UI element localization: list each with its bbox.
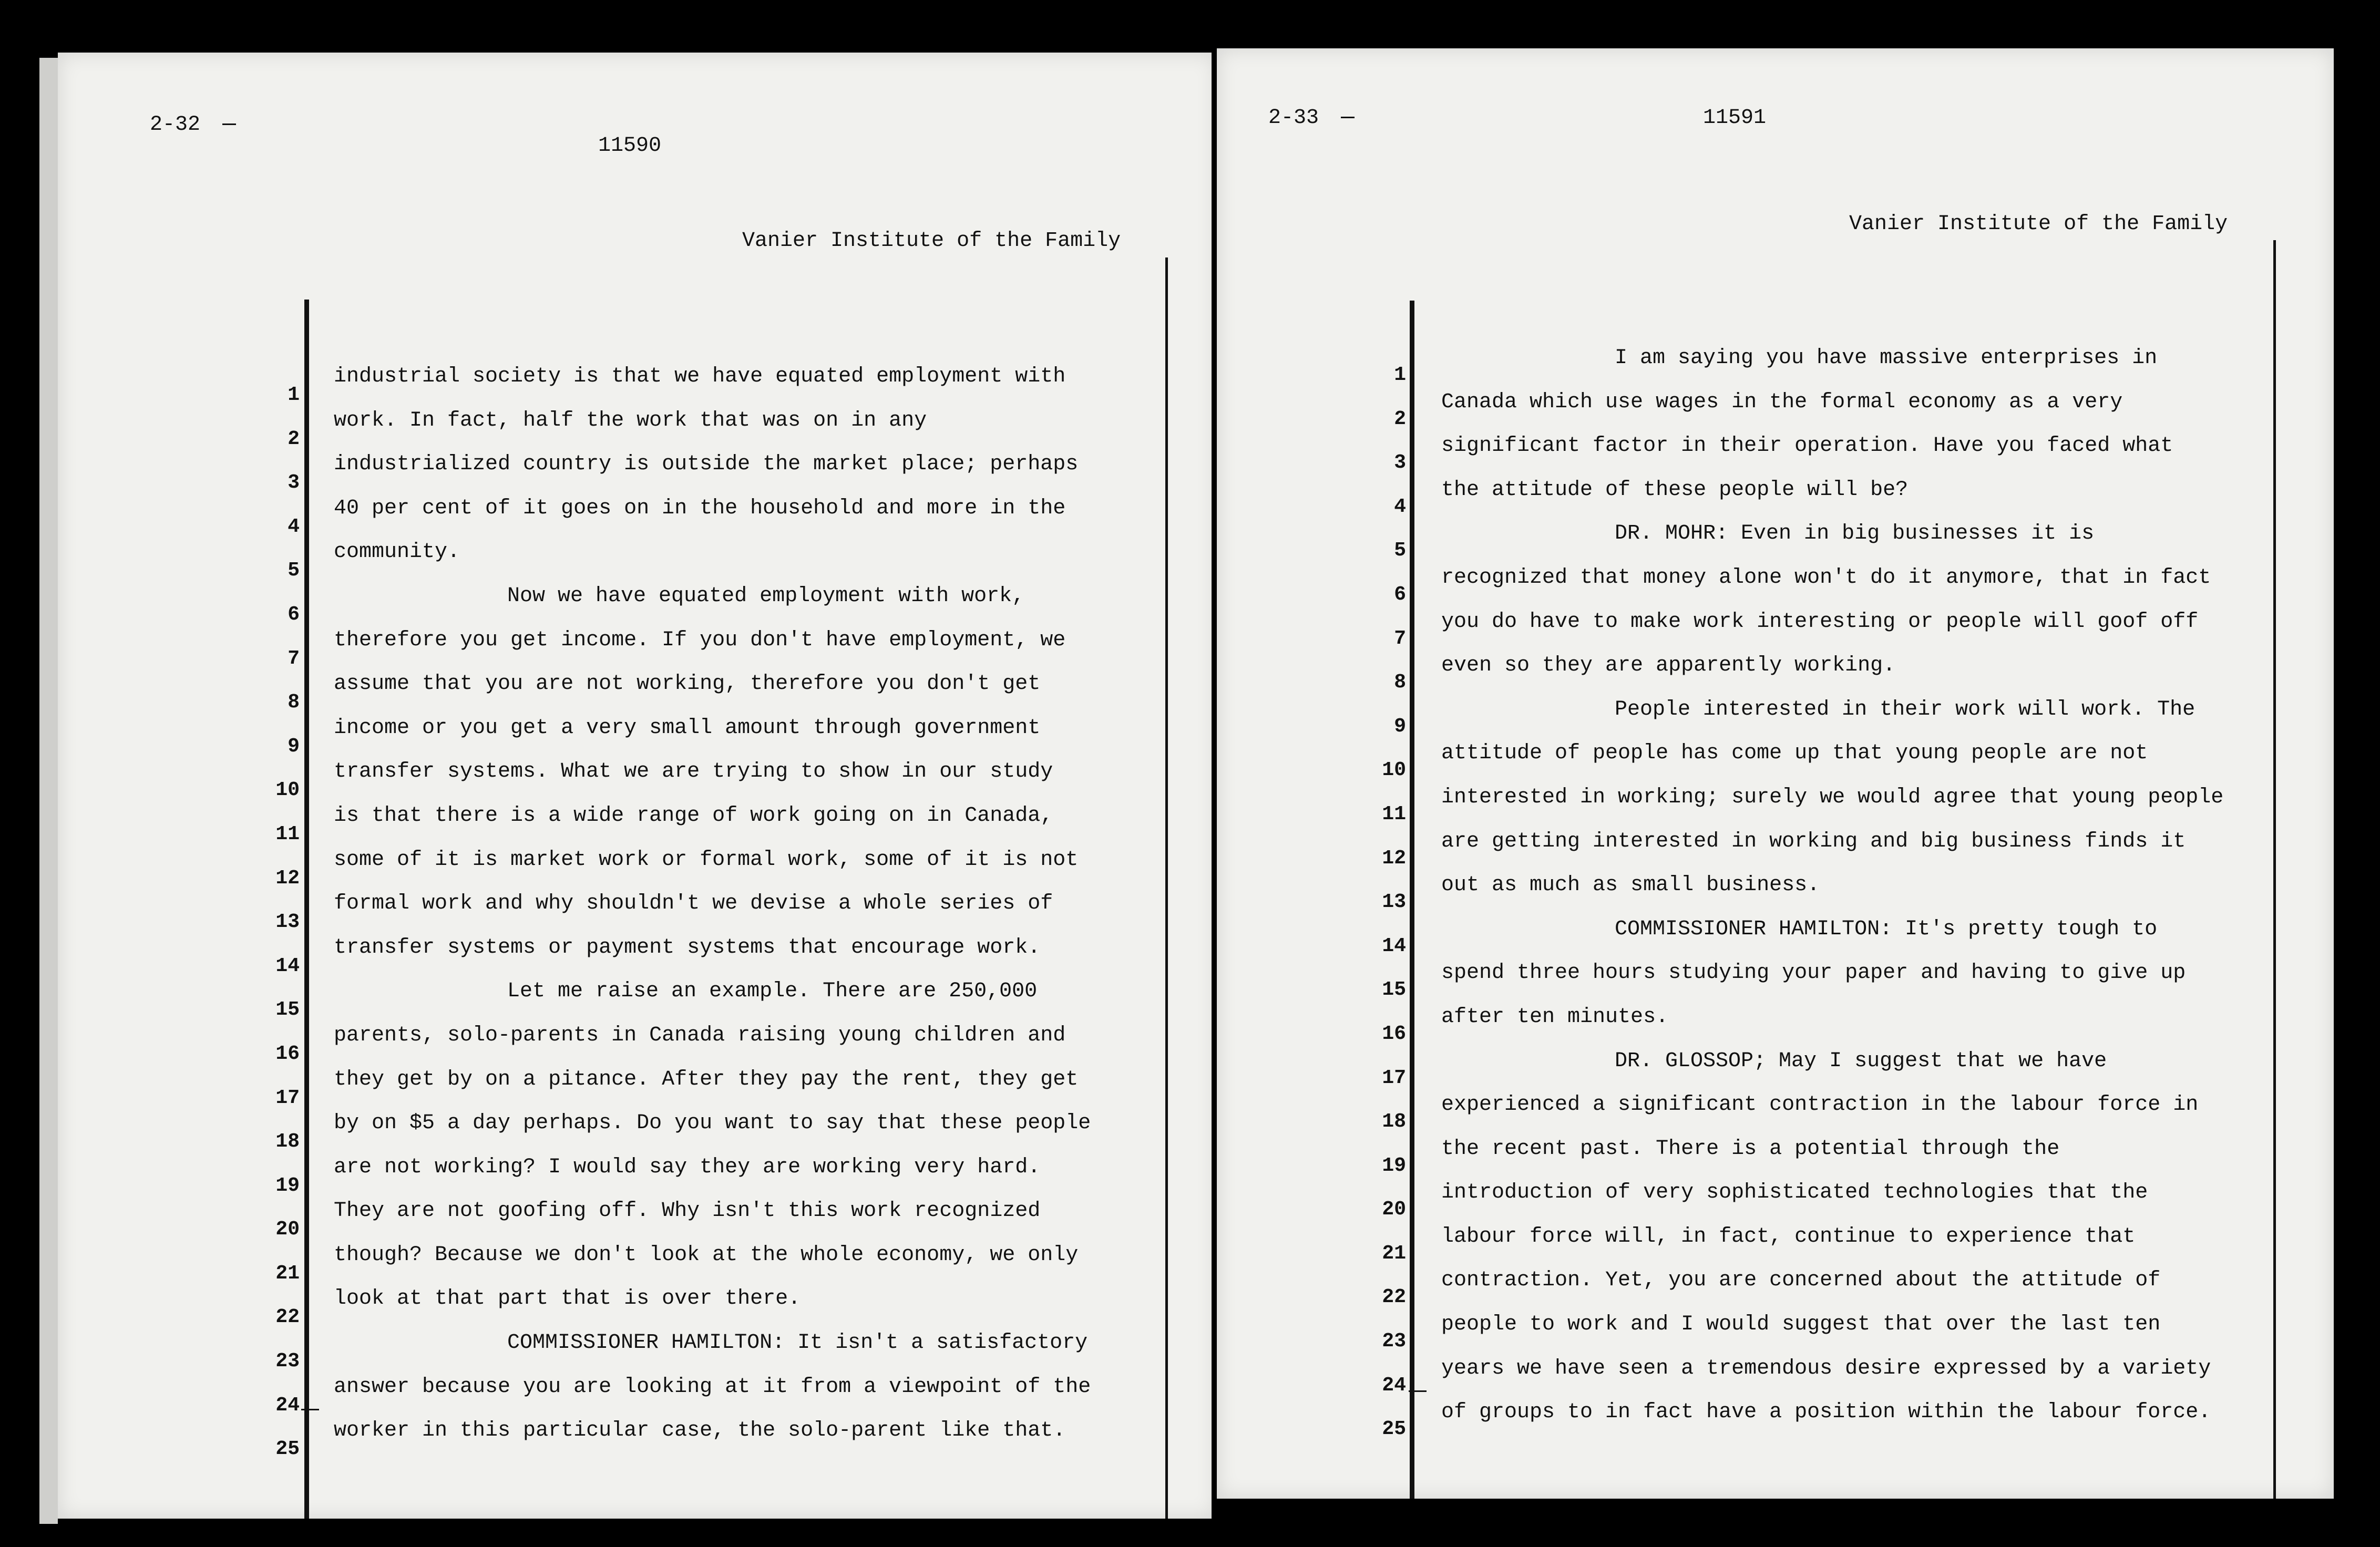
- text-line: introduction of very sophisticated technologies that the: [1441, 1181, 2148, 1205]
- line-number: 2: [288, 427, 300, 450]
- page-id-text: 2-32: [150, 113, 201, 137]
- line-number: 24: [275, 1394, 300, 1417]
- text-line: out as much as small business.: [1441, 873, 1820, 898]
- line-number: 13: [1382, 891, 1406, 914]
- page-number: 11590: [598, 134, 662, 158]
- left-page: [58, 53, 1217, 1519]
- text-line: attitude of people has come up that young people are not: [1441, 741, 2148, 766]
- line-number: 17: [1382, 1066, 1406, 1089]
- text-line: after ten minutes.: [1441, 1005, 1669, 1029]
- line-number: 6: [1394, 583, 1406, 606]
- line-number: 15: [1382, 978, 1406, 1002]
- text-line: contraction. Yet, you are concerned about the attitude of: [1441, 1268, 2161, 1293]
- line-number: 14: [1382, 934, 1406, 957]
- margin-rule: [1410, 301, 1414, 1499]
- text-line: they get by on a pitance. After they pay the rent, they get: [334, 1067, 1079, 1091]
- text-line: some of it is market work or formal work, some of it is not: [334, 848, 1079, 872]
- line-number: 22: [1382, 1286, 1406, 1309]
- line-number: 14: [275, 954, 300, 977]
- running-header: Vanier Institute of the Family: [1849, 212, 2228, 236]
- line-number: 4: [1394, 495, 1406, 518]
- line-number: 18: [1382, 1110, 1406, 1133]
- line-number: 8: [1394, 671, 1406, 694]
- line-number: 5: [1394, 539, 1406, 562]
- text-line: They are not goofing off. Why isn't this work recognized: [334, 1199, 1041, 1223]
- text-line: Now we have equated employment with work,: [507, 584, 1025, 608]
- text-line: by on $5 a day perhaps. Do you want to say that these people: [334, 1111, 1091, 1136]
- text-line: parents, solo-parents in Canada raising young children and: [334, 1023, 1066, 1047]
- text-line: assume that you are not working, therefore you don't get: [334, 672, 1041, 696]
- text-line: work. In fact, half the work that was on in any: [334, 408, 927, 432]
- line-number: 24: [1382, 1374, 1406, 1397]
- text-line: years we have seen a tremendous desire expressed by a variety: [1441, 1356, 2211, 1380]
- text-line: the attitude of these people will be?: [1441, 478, 1909, 502]
- running-header: Vanier Institute of the Family: [742, 229, 1121, 253]
- text-line: COMMISSIONER HAMILTON: It's pretty tough to: [1615, 917, 2158, 941]
- line-number: 16: [1382, 1022, 1406, 1045]
- text-line: the recent past. There is a potential through the: [1441, 1137, 2060, 1161]
- text-line: experienced a significant contraction in the labour force in: [1441, 1093, 2199, 1117]
- line-number: 11: [1382, 802, 1406, 826]
- text-line: formal work and why shouldn't we devise a whole series of: [334, 892, 1053, 916]
- page-number: 11591: [1703, 106, 1767, 130]
- text-line: income or you get a very small amount through government: [334, 716, 1041, 740]
- line-number: 10: [1382, 759, 1406, 782]
- text-line: [1441, 1390, 2324, 1435]
- line-number: 20: [1382, 1198, 1406, 1221]
- line-number: 11: [275, 822, 300, 845]
- transcript-body: [1441, 336, 2324, 1435]
- text-line: industrial society is that we have equated employment with: [334, 365, 1066, 388]
- text-line: DR. MOHR: Even in big businesses it is: [1615, 522, 2095, 546]
- line-number: 5: [288, 559, 300, 582]
- page-edge: [39, 58, 58, 1524]
- line-tick: [301, 1409, 319, 1410]
- text-line: spend three hours studying your paper and having to give up: [1441, 961, 2186, 985]
- line-number: 1: [1394, 364, 1406, 386]
- line-number: 9: [288, 735, 300, 758]
- line-number: 2: [1394, 407, 1406, 430]
- line-number: 23: [1382, 1330, 1406, 1353]
- line-number: 18: [275, 1130, 300, 1153]
- text-line: are not working? I would say they are working very hard.: [334, 1155, 1041, 1179]
- text-line: significant factor in their operation. Have you faced what: [1441, 434, 2173, 458]
- text-line: are getting interested in working and big business finds it: [1441, 829, 2186, 853]
- page-id: [150, 113, 236, 137]
- transcript-body: [334, 355, 1217, 1453]
- line-number: 17: [275, 1086, 300, 1109]
- text-line: 40 per cent of it goes on in the household and more in the: [334, 496, 1066, 520]
- line-number: 12: [1382, 847, 1406, 870]
- text-line: even so they are apparently working.: [1441, 654, 1896, 678]
- text-line: community.: [334, 540, 460, 564]
- line-number: 16: [275, 1042, 300, 1065]
- text-line: I am saying you have massive enterprises in: [1615, 346, 2158, 370]
- line-number: 19: [1382, 1154, 1406, 1177]
- text-line: is that there is a wide range of work going on in Canada,: [334, 803, 1053, 828]
- line-number: 8: [288, 691, 300, 714]
- text-line: Canada which use wages in the formal economy as a very: [1441, 390, 2123, 414]
- line-number: 21: [275, 1262, 300, 1285]
- text-line: you do have to make work interesting or people will goof off: [1441, 610, 2199, 634]
- text-line: transfer systems or payment systems that encourage work.: [334, 935, 1041, 960]
- text-line: though? Because we don't look at the whole economy, we only: [334, 1243, 1079, 1267]
- line-number: 6: [288, 603, 300, 626]
- text-line: DR. GLOSSOP; May I suggest that we have: [1615, 1049, 2107, 1073]
- text-line: therefore you get income. If you don't have employment, we: [334, 628, 1066, 652]
- text-line-content: of groups to in fact have a position within the labour force.: [1441, 1400, 2211, 1425]
- line-number: 15: [275, 998, 300, 1022]
- text-line: transfer systems. What we are trying to show in our study: [334, 760, 1053, 784]
- text-line-content: worker in this particular case, the solo-parent like that.: [334, 1419, 1066, 1443]
- line-number: 7: [1394, 627, 1406, 650]
- text-line: labour force will, in fact, continue to experience that: [1441, 1224, 2136, 1249]
- text-line: COMMISSIONER HAMILTON: It isn't a satisfactory: [507, 1331, 1088, 1355]
- line-number: 3: [288, 471, 300, 494]
- text-line: [334, 1409, 1217, 1453]
- line-number: 22: [275, 1306, 300, 1329]
- line-number: 25: [1382, 1418, 1406, 1441]
- margin-rule: [304, 300, 309, 1519]
- text-line: look at that part that is over there.: [334, 1287, 801, 1311]
- text-line: People interested in their work will work. The: [1615, 697, 2196, 721]
- line-numbers: [1369, 353, 1406, 1451]
- line-number: 4: [288, 515, 300, 538]
- line-number: 1: [288, 384, 300, 406]
- line-number: 19: [275, 1174, 300, 1197]
- line-number: 13: [275, 911, 300, 934]
- line-number: 23: [275, 1350, 300, 1373]
- right-page: [1217, 48, 2334, 1499]
- page-id: [1268, 106, 1355, 130]
- line-number: 21: [1382, 1242, 1406, 1265]
- line-number: 25: [275, 1438, 300, 1461]
- line-number: 12: [275, 867, 300, 890]
- text-line: Let me raise an example. There are 250,000: [507, 979, 1038, 1004]
- line-number: 20: [275, 1218, 300, 1241]
- line-tick: [1409, 1390, 1427, 1392]
- text-line: answer because you are looking at it from a viewpoint of the: [334, 1375, 1091, 1399]
- line-number: 3: [1394, 451, 1406, 475]
- text-line: interested in working; surely we would agree that young people: [1441, 785, 2224, 809]
- page-id-text: 2-33: [1268, 106, 1319, 130]
- text-line: industrialized country is outside the market place; perhaps: [334, 452, 1079, 477]
- line-numbers: [263, 373, 300, 1471]
- text-line: recognized that money alone won't do it anymore, that in fact: [1441, 565, 2211, 590]
- line-number: 9: [1394, 715, 1406, 738]
- line-number: 10: [275, 779, 300, 802]
- line-number: 7: [288, 647, 300, 670]
- text-line: people to work and I would suggest that over the last ten: [1441, 1313, 2161, 1337]
